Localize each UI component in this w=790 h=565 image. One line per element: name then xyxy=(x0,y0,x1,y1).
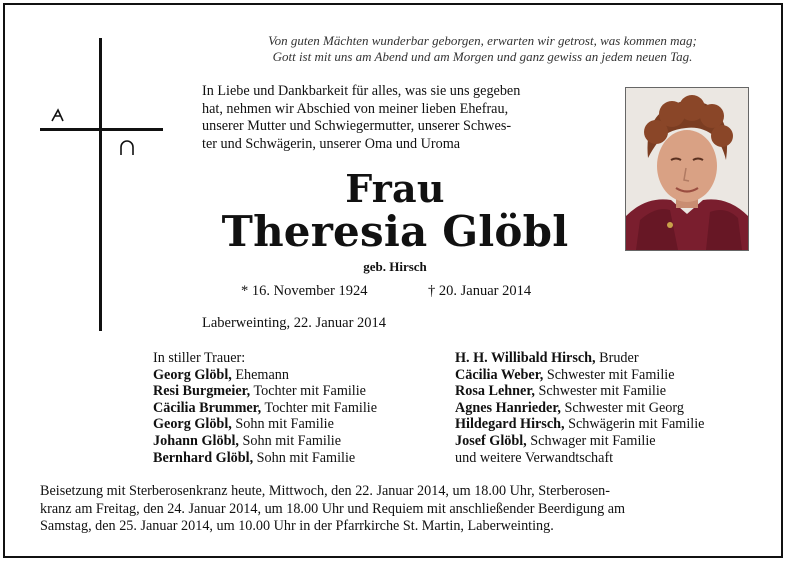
mourner-relation: Ehemann xyxy=(231,366,289,383)
mourner-relation: und weitere Verwandtschaft xyxy=(455,449,614,466)
mourner-relation: Schwester mit Georg xyxy=(560,399,684,416)
mourner-row xyxy=(455,416,704,433)
maiden-name: geb. Hirsch xyxy=(363,259,427,274)
salutation: Frau xyxy=(345,166,445,211)
funeral-details xyxy=(40,483,750,536)
mourner-relation: Tochter mit Familie xyxy=(250,383,366,400)
portrait-illustration xyxy=(626,88,748,250)
mourner-row xyxy=(153,350,377,367)
mourner-row xyxy=(153,383,377,400)
mourners-right xyxy=(455,350,704,466)
intro-text xyxy=(202,83,612,153)
mourner-relation: Schwester mit Familie xyxy=(534,383,667,400)
mourner-row xyxy=(455,433,704,450)
intro-line: hat, nehmen wir Abschied von meiner lieben Ehefrau, xyxy=(202,100,509,117)
mourner-name: Cäcilia Weber, xyxy=(455,366,544,383)
poem-line: Gott ist mit uns am Abend und am Morgen und ganz gewiss an jedem neuen Tag. xyxy=(272,49,693,64)
alpha-icon xyxy=(50,108,76,122)
mourner-name: Resi Burgmeier, xyxy=(153,383,251,400)
mourner-name: Georg Glöbl, xyxy=(153,416,232,433)
mourner-row xyxy=(455,383,704,400)
mourner-name: Johann Glöbl, xyxy=(153,432,239,449)
mourner-relation: In stiller Trauer: xyxy=(153,350,246,366)
mourner-row xyxy=(455,450,704,467)
funeral-line: Samstag, den 25. Januar 2014, um 10.00 Uhr in der Pfarrkirche St. Martin, Laberweinting. xyxy=(40,518,554,534)
omega-icon xyxy=(119,140,135,156)
mourner-row xyxy=(455,400,704,417)
funeral-line: kranz am Freitag, den 24. Januar 2014, um 18.00 Uhr und Requiem mit anschließender Beerdigung am xyxy=(40,500,626,517)
poem-line: Von guten Mächten wunderbar geborgen, erwarten wir getrost, was kommen mag; xyxy=(268,33,697,48)
mourners-left xyxy=(153,350,377,466)
intro-line: ter und Schwägerin, unserer Oma und Uroma xyxy=(202,135,461,152)
place-date: Laberweinting, 22. Januar 2014 xyxy=(202,315,387,331)
intro-line: unserer Mutter und Schwiegermutter, unserer Schwes- xyxy=(202,118,512,134)
mourner-row xyxy=(153,450,377,467)
mourner-relation: Sohn mit Familie xyxy=(231,416,334,433)
cross-bar xyxy=(40,128,163,131)
portrait-photo xyxy=(625,87,749,251)
mourner-row xyxy=(153,400,377,417)
mourner-row xyxy=(455,350,704,367)
deceased-name: Theresia Glöbl xyxy=(221,207,569,256)
mourner-name: Josef Glöbl, xyxy=(455,432,527,449)
mourner-name: Cäcilia Brummer, xyxy=(153,399,262,416)
mourner-relation: Schwägerin mit Familie xyxy=(564,416,705,433)
mourner-name: Georg Glöbl, xyxy=(153,366,232,383)
mourner-row xyxy=(153,367,377,384)
death-date: † 20. Januar 2014 xyxy=(428,283,532,299)
mourner-row xyxy=(153,433,377,450)
mourner-relation: Schwester mit Familie xyxy=(543,366,675,383)
mourner-relation: Sohn mit Familie xyxy=(253,449,356,466)
funeral-line: Beisetzung mit Sterberosenkranz heute, Mittwoch, den 22. Januar 2014, um 18.00 Uhr, Sterberosen- xyxy=(40,483,610,499)
poem-quote xyxy=(190,33,775,65)
mourner-relation: Bruder xyxy=(595,350,639,366)
mourner-name: Bernhard Glöbl, xyxy=(153,449,254,466)
mourner-name: Rosa Lehner, xyxy=(455,383,535,400)
intro-line: In Liebe und Dankbarkeit für alles, was sie uns gegeben xyxy=(202,83,521,99)
mourner-relation: Sohn mit Familie xyxy=(238,432,342,449)
cross-icon xyxy=(99,38,102,331)
mourner-row xyxy=(153,416,377,433)
mourner-relation: Tochter mit Familie xyxy=(261,399,378,416)
mourner-row xyxy=(455,367,704,384)
birth-date: * 16. November 1924 xyxy=(241,283,368,299)
mourner-name: Agnes Hanrieder, xyxy=(455,399,561,416)
mourner-name: H. H. Willibald Hirsch, xyxy=(455,350,596,366)
mourner-name: Hildegard Hirsch, xyxy=(455,416,565,433)
mourner-relation: Schwager mit Familie xyxy=(526,432,656,449)
